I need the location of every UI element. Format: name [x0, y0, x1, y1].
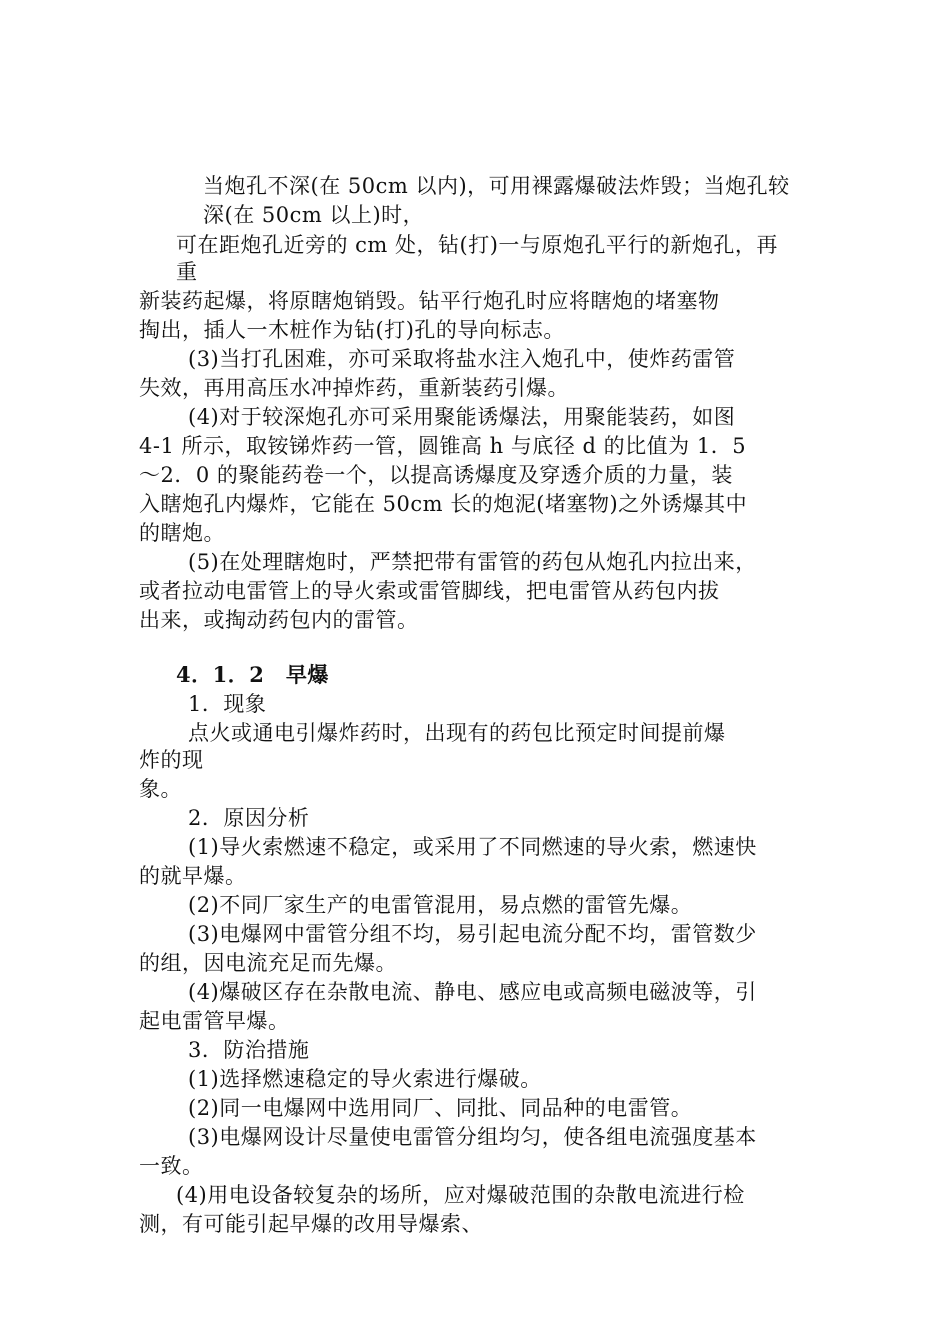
paragraph-line: 的瞎炮。 — [139, 521, 225, 545]
paragraph-line: (4)用电设备较复杂的场所，应对爆破范围的杂散电流进行检 — [176, 1183, 745, 1207]
paragraph-line: (4)对于较深炮孔亦可采用聚能诱爆法，用聚能装药，如图 — [188, 405, 736, 429]
paragraph-line: (2)同一电爆网中选用同厂、同批、同品种的电雷管。 — [188, 1096, 693, 1120]
paragraph-line: 的组，因电流充足而先爆。 — [139, 951, 397, 975]
subheading-phenomenon: 1．现象 — [188, 692, 267, 716]
paragraph-line: (3)电爆网中雷管分组不均，易引起电流分配不均，雷管数少 — [188, 922, 757, 946]
subheading-prevention-measures: 3．防治措施 — [188, 1038, 310, 1062]
paragraph-line: 深(在 50cm 以上)时， — [203, 203, 425, 227]
paragraph-line: 起电雷管早爆。 — [139, 1009, 290, 1033]
paragraph-line: 当炮孔不深(在 50cm 以内)，可用裸露爆破法炸毁；当炮孔较 — [203, 174, 790, 198]
paragraph-line: 测，有可能引起早爆的改用导爆索、 — [139, 1212, 483, 1236]
paragraph-line: (3)电爆网设计尽量使电雷管分组均匀，使各组电流强度基本 — [188, 1125, 757, 1149]
paragraph-line: 掏出，插人一木桩作为钻(打)孔的导向标志。 — [139, 318, 565, 342]
subheading-cause-analysis: 2．原因分析 — [188, 806, 310, 830]
paragraph-line: 重 — [176, 260, 198, 284]
paragraph-line: 4-1 所示，取铵锑炸药一管，圆锥高 h 与底径 d 的比值为 1．5 — [139, 434, 747, 458]
paragraph-line: 可在距炮孔近旁的 cm 处，钻(打)一与原炮孔平行的新炮孔，再 — [176, 233, 778, 257]
paragraph-line: (1)选择燃速稳定的导火索进行爆破。 — [188, 1067, 542, 1091]
paragraph-line: (3)当打孔困难，亦可采取将盐水注入炮孔中，使炸药雷管 — [188, 347, 736, 371]
paragraph-line: 一致。 — [139, 1154, 204, 1178]
paragraph-line: ～2．0 的聚能药卷一个，以提高诱爆度及穿透介质的力量，装 — [139, 463, 733, 487]
paragraph-line: (5)在处理瞎炮时，严禁把带有雷管的药包从炮孔内拉出来， — [188, 550, 757, 574]
paragraph-line: 入瞎炮孔内爆炸，它能在 50cm 长的炮泥(堵塞物)之外诱爆其中 — [139, 492, 748, 516]
paragraph-line: 或者拉动电雷管上的导火索或雷管脚线，把电雷管从药包内拔 — [139, 579, 720, 603]
paragraph-line: 点火或通电引爆炸药时，出现有的药包比预定时间提前爆 — [188, 721, 726, 745]
paragraph-line: 的就早爆。 — [139, 864, 247, 888]
paragraph-line: (1)导火索燃速不稳定，或采用了不同燃速的导火索，燃速快 — [188, 835, 757, 859]
paragraph-line: 新装药起爆，将原瞎炮销毁。钻平行炮孔时应将瞎炮的堵塞物 — [139, 289, 720, 313]
paragraph-line: 炸的现 — [139, 748, 204, 772]
paragraph-line: 象。 — [139, 777, 182, 801]
section-heading: 4．1．2 早爆 — [176, 662, 329, 687]
paragraph-line: (4)爆破区存在杂散电流、静电、感应电或高频电磁波等，引 — [188, 980, 757, 1004]
paragraph-line: 出来，或掏动药包内的雷管。 — [139, 608, 419, 632]
paragraph-line: 失效，再用高压水冲掉炸药，重新装药引爆。 — [139, 376, 569, 400]
paragraph-line: (2)不同厂家生产的电雷管混用，易点燃的雷管先爆。 — [188, 893, 693, 917]
